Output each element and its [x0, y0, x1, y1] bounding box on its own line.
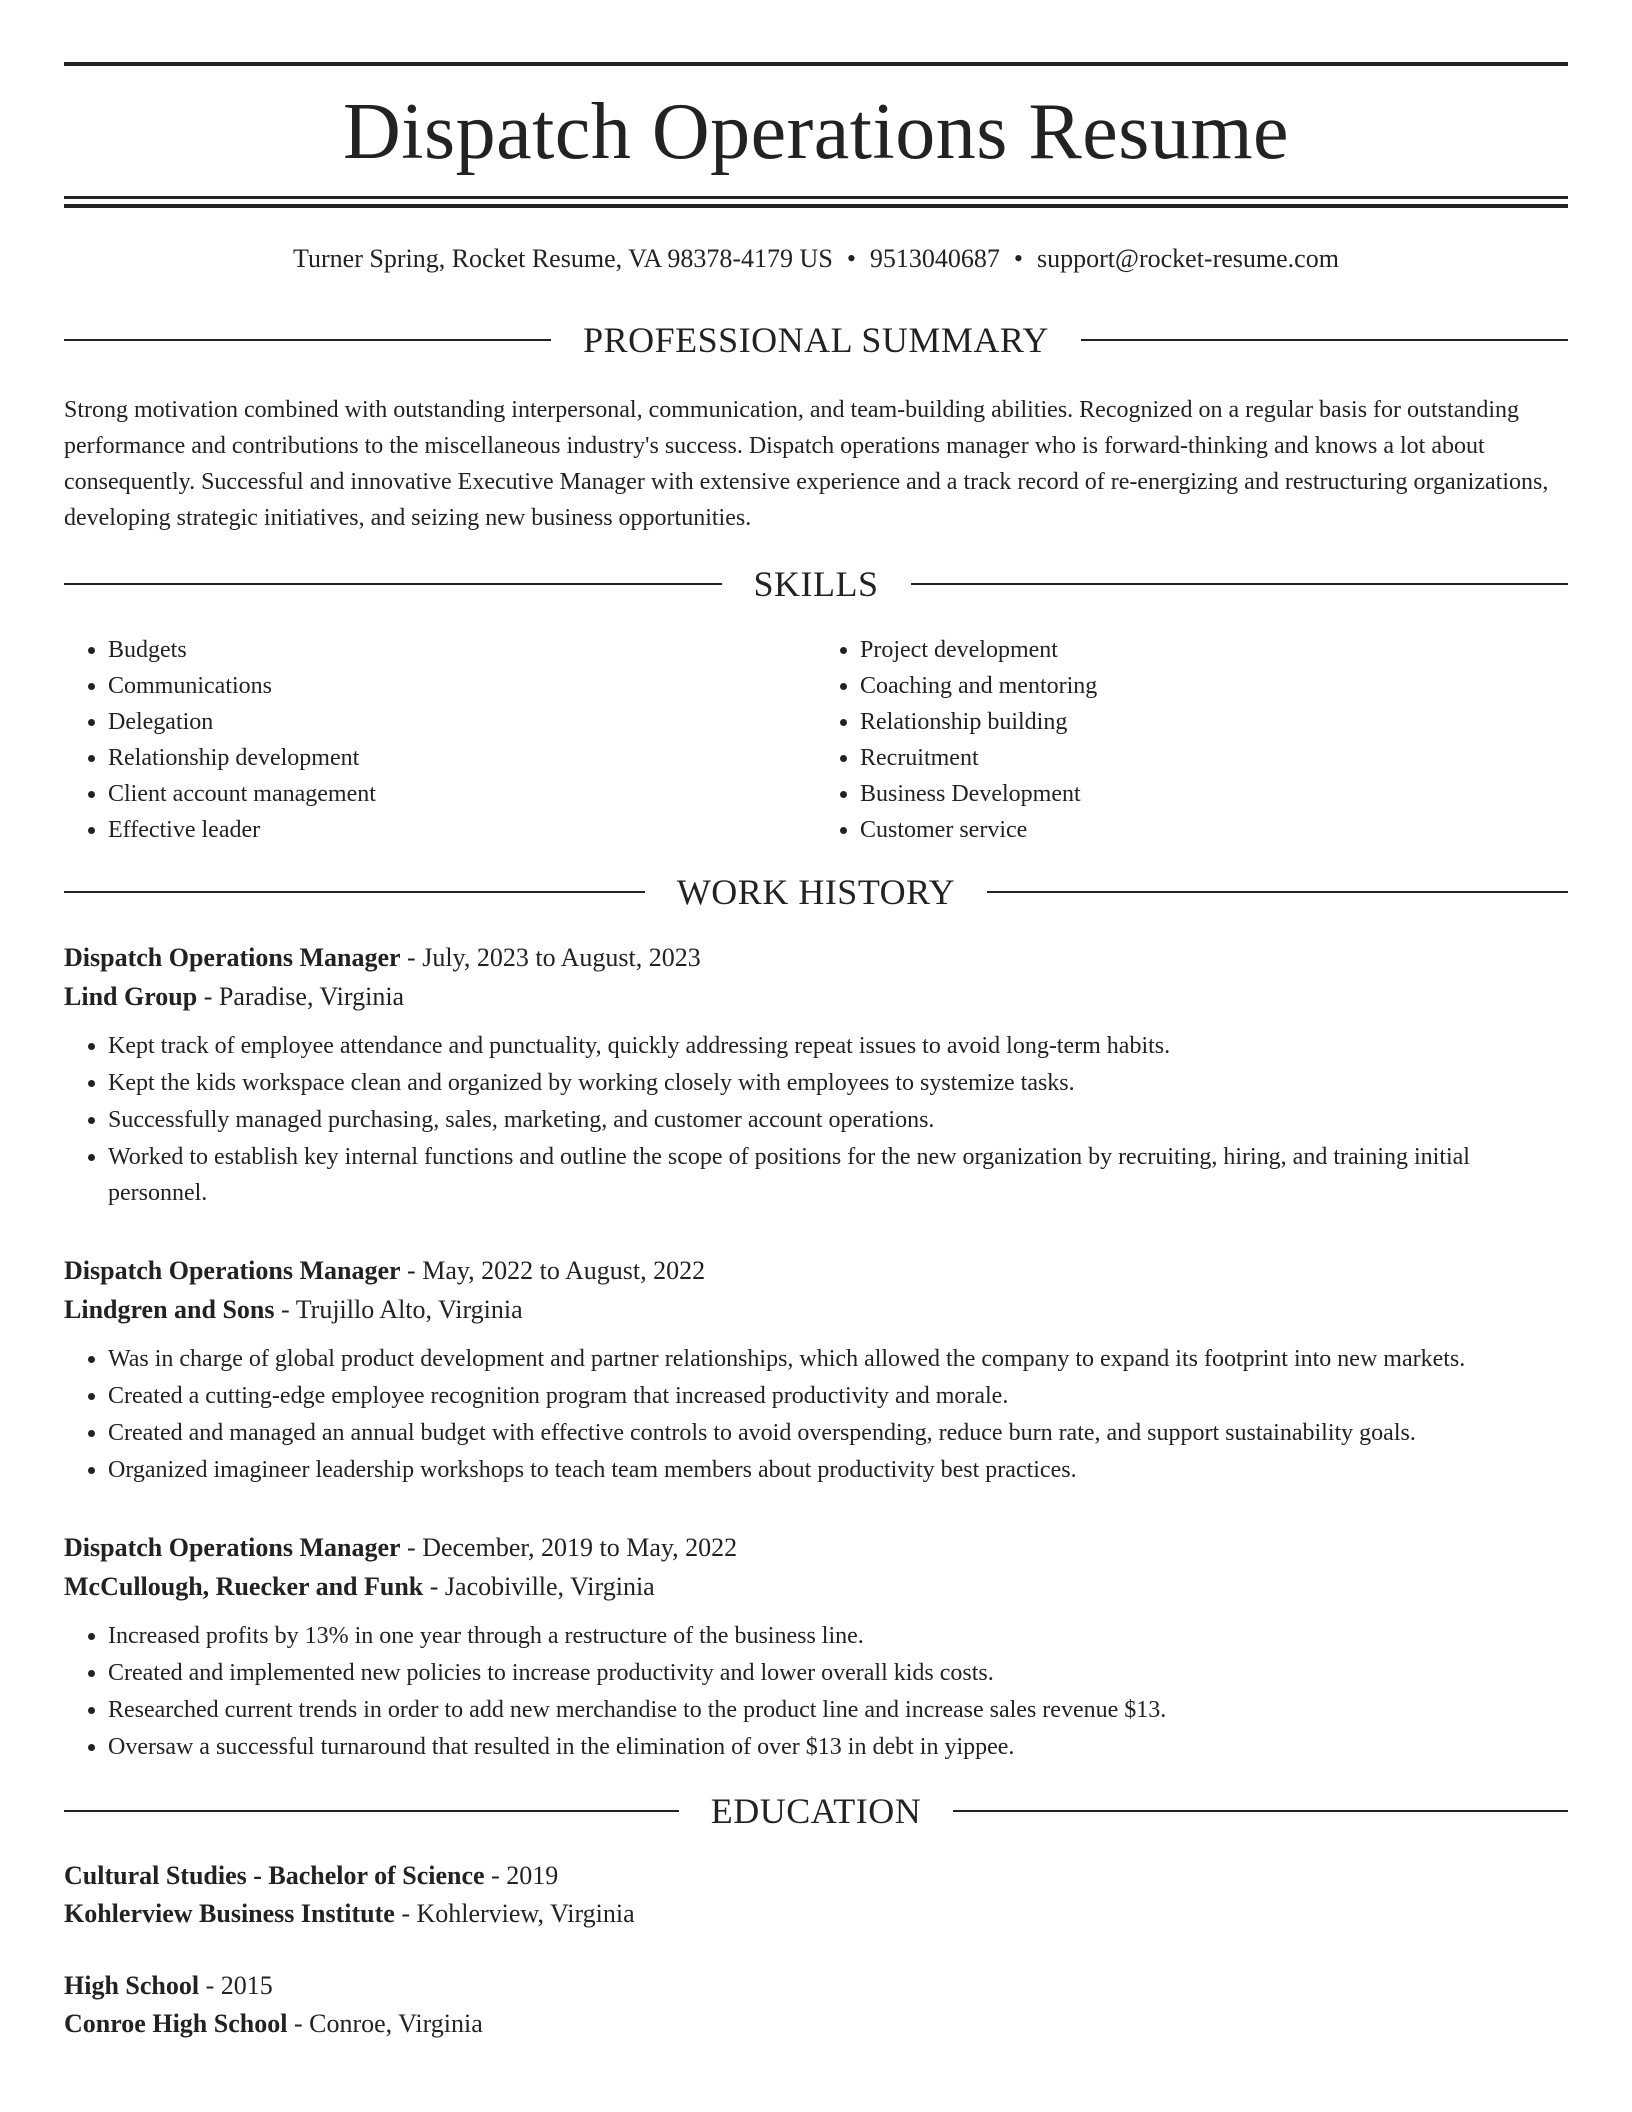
list-item: • Created a cutting-edge employee recognition program that increased productivity and morale.: [108, 1378, 1568, 1414]
job-company-row: [64, 977, 1568, 1016]
job-bullets: [64, 1618, 1568, 1765]
list-item: • Kept track of employee attendance and punctuality, quickly addressing repeat issues to avoid long-term habits.: [108, 1028, 1568, 1064]
school-location: - Kohlerview, Virginia: [394, 1899, 635, 1928]
job-title: Dispatch Operations Manager: [64, 1256, 401, 1285]
job-dates: - July, 2023 to August, 2023: [400, 943, 701, 972]
title-double-rule: [64, 196, 1568, 208]
school-location: - Conroe, Virginia: [287, 2009, 483, 2038]
skill-item: • Delegation: [108, 704, 816, 740]
job-bullets: [64, 1028, 1568, 1211]
skill-item: • Relationship development: [108, 740, 816, 776]
job-dates: - December, 2019 to May, 2022: [400, 1533, 738, 1562]
section-rule: [64, 1810, 679, 1812]
skill-item: • Business Development: [860, 776, 1568, 812]
job-title: Dispatch Operations Manager: [64, 1533, 401, 1562]
job-company: McCullough, Ruecker and Funk: [64, 1572, 424, 1601]
job-title-row: [64, 1251, 1568, 1290]
degree-row: [64, 1857, 1568, 1895]
job-title-row: [64, 1528, 1568, 1567]
degree: High School: [64, 1971, 200, 2000]
section-rule: [64, 583, 722, 585]
section-rule: [64, 891, 645, 893]
section-title: SKILLS: [753, 564, 879, 604]
list-item: • Oversaw a successful turnaround that resulted in the elimination of over $13 in debt in yippee.: [108, 1729, 1568, 1765]
job-entry: [64, 1528, 1568, 1765]
section-title: WORK HISTORY: [676, 872, 956, 912]
job-location: - Jacobiville, Virginia: [423, 1572, 655, 1601]
contact-separator: •: [846, 244, 856, 273]
job-company: Lind Group: [64, 982, 198, 1011]
contact-address: Turner Spring, Rocket Resume, VA 98378-4179 US: [293, 244, 833, 273]
page-title: Dispatch Operations Resume: [342, 88, 1290, 176]
skill-item: • Recruitment: [860, 740, 1568, 776]
degree-row: [64, 1967, 1568, 2005]
education-entry: [64, 1857, 1568, 1933]
degree-year: - 2019: [484, 1861, 559, 1890]
job-company-row: [64, 1567, 1568, 1606]
job-location: - Paradise, Virginia: [197, 982, 405, 1011]
list-item: • Kept the kids workspace clean and organized by working closely with employees to systemize tasks.: [108, 1065, 1568, 1101]
school-row: [64, 2005, 1568, 2043]
section-rule: [911, 583, 1569, 585]
list-item: • Organized imagineer leadership workshops to teach team members about productivity best practices.: [108, 1452, 1568, 1488]
list-item: • Created and managed an annual budget with effective controls to avoid overspending, reduce burn rate, and support sustainability goals.: [108, 1415, 1568, 1451]
contact-separator: •: [1013, 244, 1024, 273]
skill-item: • Relationship building: [860, 704, 1568, 740]
skills-column-left: [64, 632, 816, 848]
section-header-skills: [64, 566, 1568, 602]
section-header-education: [64, 1793, 1568, 1829]
job-company-row: [64, 1290, 1568, 1329]
school-row: [64, 1895, 1568, 1933]
skill-item: • Project development: [860, 632, 1568, 668]
skill-item: • Budgets: [108, 632, 816, 668]
section-rule: [953, 1810, 1568, 1812]
job-company: Lindgren and Sons: [64, 1295, 275, 1324]
school: Kohlerview Business Institute: [64, 1899, 395, 1928]
section-rule: [64, 339, 551, 341]
degree-year: - 2015: [199, 1971, 273, 2000]
job-title: Dispatch Operations Manager: [64, 943, 401, 972]
job-location: - Trujillo Alto, Virginia: [274, 1295, 523, 1324]
section-rule: [987, 891, 1568, 893]
section-rule: [1081, 339, 1568, 341]
summary-text: Strong motivation combined with outstanding interpersonal, communication, and team-building abilities. Recognized on a regular basis for outstanding performance and contributions to the miscellaneous industry's success. Dispatch operations manager who is forward-thinking and knows a lot about consequently. Successful and innovative Executive Manager with extensive experience and a track record of re-energizing and restructuring organizations, developing strategic initiatives, and seizing new business opportunities.: [64, 397, 1549, 531]
skill-item: • Coaching and mentoring: [860, 668, 1568, 704]
skills-list: [64, 632, 1568, 848]
top-rule: [64, 62, 1568, 66]
list-item: • Successfully managed purchasing, sales, marketing, and customer account operations.: [108, 1102, 1568, 1138]
job-entry: [64, 1251, 1568, 1488]
skill-item: • Customer service: [860, 812, 1568, 848]
contact-email: support@rocket-resume.com: [1037, 244, 1339, 273]
list-item: • Researched current trends in order to add new merchandise to the product line and increase sales revenue $13.: [108, 1692, 1568, 1728]
contact-phone: 9513040687: [869, 244, 1000, 273]
job-title-row: [64, 938, 1568, 977]
list-item: • Increased profits by 13% in one year through a restructure of the business line.: [108, 1618, 1568, 1654]
section-title: EDUCATION: [710, 1791, 922, 1831]
job-bullets: [64, 1341, 1568, 1488]
section-header-work: [64, 874, 1568, 910]
degree: Cultural Studies - Bachelor of Science: [64, 1861, 485, 1890]
list-item: • Was in charge of global product development and partner relationships, which allowed the company to expand its footprint into new markets.: [108, 1341, 1568, 1377]
skill-item: • Effective leader: [108, 812, 816, 848]
skills-column-right: [816, 632, 1568, 848]
skill-item: • Client account management: [108, 776, 816, 812]
skill-item: • Communications: [108, 668, 816, 704]
section-title: PROFESSIONAL SUMMARY: [583, 320, 1049, 360]
section-header-summary: [64, 322, 1568, 358]
job-entry: [64, 938, 1568, 1211]
job-dates: - May, 2022 to August, 2022: [400, 1256, 706, 1285]
school: Conroe High School: [64, 2009, 288, 2038]
list-item: • Created and implemented new policies to increase productivity and lower overall kids costs.: [108, 1655, 1568, 1691]
contact-line: [64, 246, 1568, 272]
list-item: • Worked to establish key internal functions and outline the scope of positions for the new organization by recruiting, hiring, and training initial personnel.: [108, 1139, 1568, 1211]
education-entry: [64, 1967, 1568, 2043]
